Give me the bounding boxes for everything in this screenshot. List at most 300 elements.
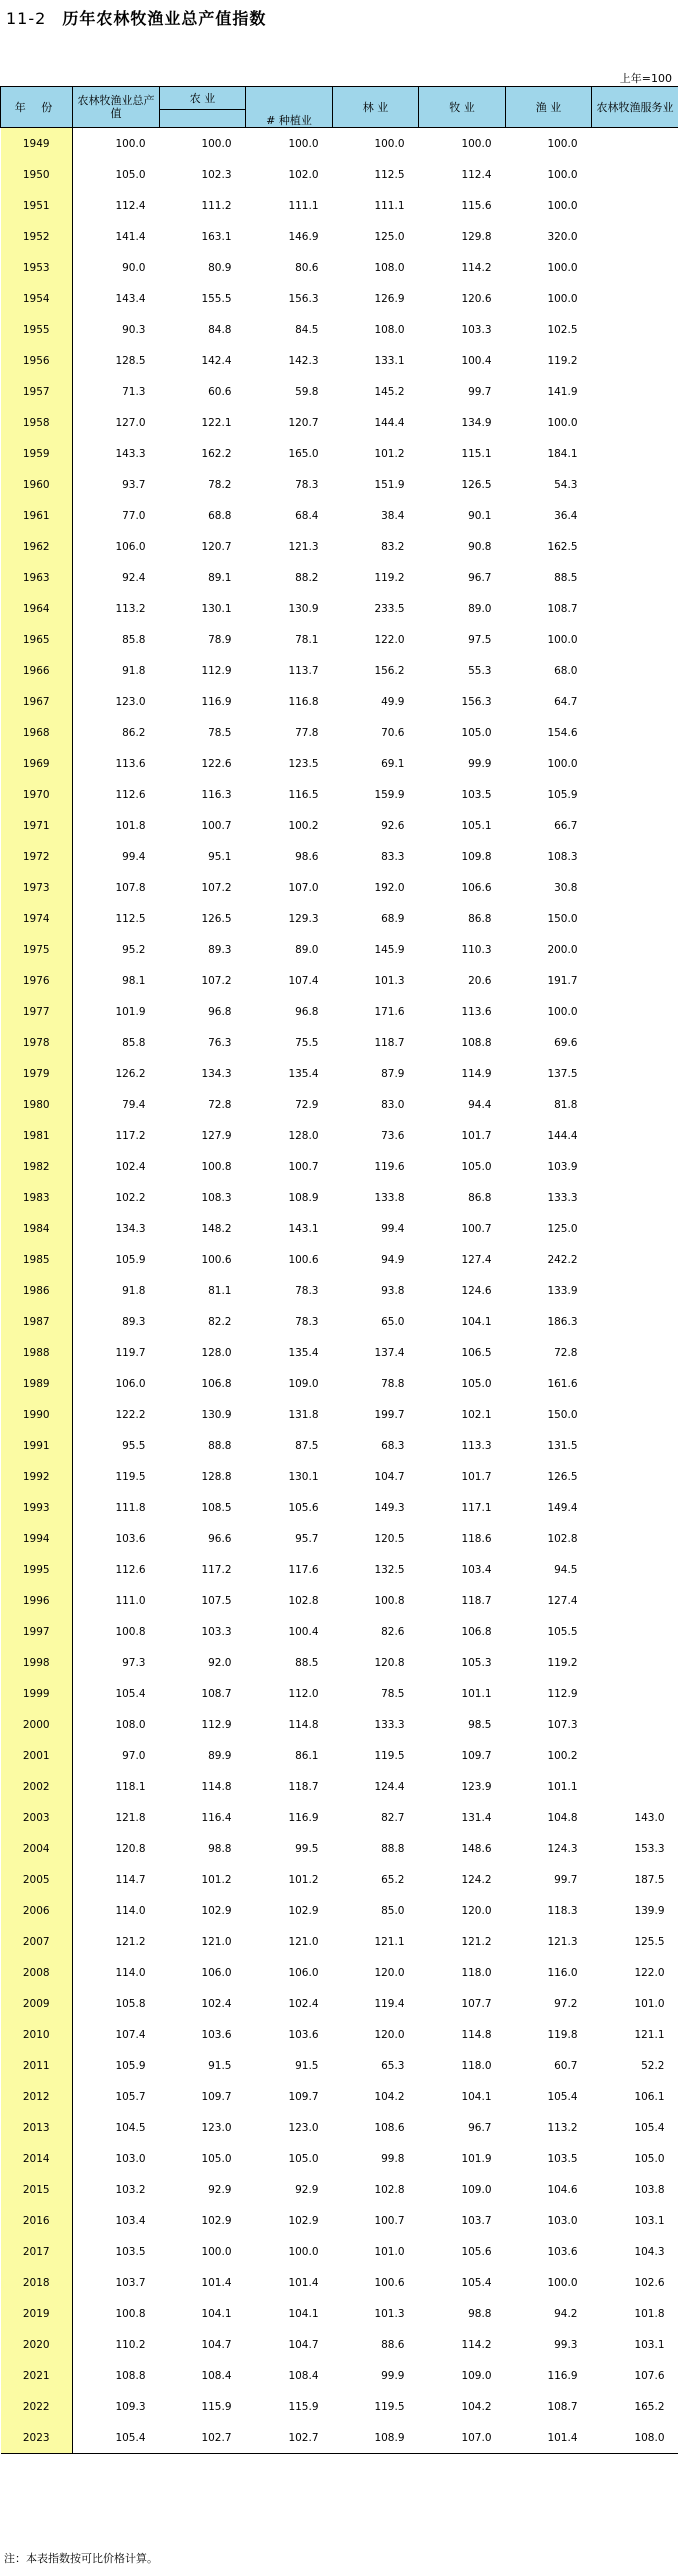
total-cell: 121.8 [115,1811,146,1824]
total-cell: 106.0 [115,540,146,553]
agriculture-cell: 123.0 [201,2121,232,2134]
crop-cell: 98.6 [295,850,319,863]
crop-cell: 78.1 [295,633,319,646]
forestry-cell: 144.4 [374,416,405,429]
agriculture-cell: 122.1 [201,416,232,429]
year-cell: 1982 [1,1151,73,1182]
table-row [1,562,678,593]
agriculture-cell: 130.1 [201,602,232,615]
total-cell: 86.2 [122,726,146,739]
total-cell: 85.8 [122,633,146,646]
crop-cell: 72.9 [295,1098,319,1111]
total-cell: 100.8 [115,2307,146,2320]
forestry-cell: 68.3 [381,1439,405,1452]
table-row [1,1740,678,1771]
services-cell [592,221,678,252]
agriculture-cell: 92.0 [208,1656,232,1669]
animal-cell: 113.3 [461,1439,492,1452]
services-cell [592,1399,678,1430]
total-cell: 105.9 [115,1253,146,1266]
animal-cell: 109.7 [461,1749,492,1762]
fishery-cell: 99.7 [554,1873,578,1886]
total-cell: 85.8 [122,1036,146,1049]
year-cell: 1966 [1,655,73,686]
animal-cell: 156.3 [461,695,492,708]
crop-cell: 102.4 [288,1997,319,2010]
total-cell: 113.2 [115,602,146,615]
fishery-cell: 103.5 [547,2152,578,2165]
services-cell [592,562,678,593]
agriculture-cell: 78.2 [208,478,232,491]
table-row [1,469,678,500]
crop-cell: 146.9 [288,230,319,243]
agriculture-cell: 116.4 [201,1811,232,1824]
header-total: 农林牧渔业总产值 [73,87,160,128]
agriculture-cell: 107.2 [201,974,232,987]
year-cell: 1976 [1,965,73,996]
fishery-cell: 102.5 [547,323,578,336]
total-cell: 71.3 [122,385,146,398]
crop-cell: 135.4 [288,1346,319,1359]
table-row [1,2422,678,2454]
total-cell: 92.4 [122,571,146,584]
services-cell [592,1368,678,1399]
agriculture-cell: 126.5 [201,912,232,925]
crop-cell: 101.2 [288,1873,319,1886]
total-cell: 112.6 [115,788,146,801]
forestry-cell: 119.6 [374,1160,405,1173]
total-cell: 111.0 [115,1594,146,1607]
animal-cell: 106.5 [461,1346,492,1359]
crop-cell: 156.3 [288,292,319,305]
table-row [1,1864,678,1895]
services-cell [592,314,678,345]
year-cell: 1984 [1,1213,73,1244]
table-row [1,2205,678,2236]
animal-cell: 118.6 [461,1532,492,1545]
services-cell: 187.5 [634,1873,665,1886]
animal-cell: 100.0 [461,137,492,150]
animal-cell: 101.1 [461,1687,492,1700]
year-cell: 1965 [1,624,73,655]
forestry-cell: 120.5 [374,1532,405,1545]
total-cell: 112.4 [115,199,146,212]
crop-cell: 118.7 [288,1780,319,1793]
fishery-cell: 119.2 [547,1656,578,1669]
fishery-cell: 108.7 [547,2400,578,2413]
agriculture-cell: 72.8 [208,1098,232,1111]
animal-cell: 117.1 [461,1501,492,1514]
year-cell: 1991 [1,1430,73,1461]
forestry-cell: 199.7 [374,1408,405,1421]
table-row [1,841,678,872]
animal-cell: 98.8 [468,2307,492,2320]
services-cell [592,1089,678,1120]
year-cell: 2019 [1,2298,73,2329]
table-row [1,2298,678,2329]
forestry-cell: 88.6 [381,2338,405,2351]
total-cell: 97.0 [122,1749,146,1762]
animal-cell: 129.8 [461,230,492,243]
table-row [1,965,678,996]
table-row [1,593,678,624]
agriculture-cell: 114.8 [201,1780,232,1793]
agriculture-cell: 117.2 [201,1563,232,1576]
year-cell: 1960 [1,469,73,500]
fishery-cell: 119.2 [547,354,578,367]
year-cell: 1953 [1,252,73,283]
services-cell: 108.0 [592,2422,678,2454]
animal-cell: 110.3 [461,943,492,956]
year-cell: 2009 [1,1988,73,2019]
table-row [1,438,678,469]
animal-cell: 101.7 [461,1470,492,1483]
total-cell: 141.4 [115,230,146,243]
agriculture-cell: 134.3 [201,1067,232,1080]
animal-cell: 113.6 [461,1005,492,1018]
year-cell: 2006 [1,1895,73,1926]
fishery-cell: 30.8 [554,881,578,894]
total-cell: 93.7 [122,478,146,491]
crop-cell: 100.6 [288,1253,319,1266]
table-row [1,2267,678,2298]
agriculture-cell: 95.1 [208,850,232,863]
table-row [1,500,678,531]
services-cell [592,1120,678,1151]
forestry-cell: 83.2 [381,540,405,553]
header-animal: 牧 业 [419,87,506,128]
year-cell: 2015 [1,2174,73,2205]
animal-cell: 109.8 [461,850,492,863]
animal-cell: 90.8 [468,540,492,553]
table-row [1,1027,678,1058]
animal-cell: 105.3 [461,1656,492,1669]
services-cell [592,438,678,469]
services-cell [592,872,678,903]
animal-cell: 108.8 [461,1036,492,1049]
fishery-cell: 161.6 [547,1377,578,1390]
agriculture-cell: 96.6 [208,1532,232,1545]
crop-cell: 109.7 [288,2090,319,2103]
animal-cell: 109.0 [461,2183,492,2196]
agriculture-cell: 84.8 [208,323,232,336]
table-row [1,1275,678,1306]
forestry-cell: 78.5 [381,1687,405,1700]
services-cell [592,1492,678,1523]
fishery-cell: 69.6 [554,1036,578,1049]
agriculture-cell: 68.8 [208,509,232,522]
year-cell: 1962 [1,531,73,562]
services-cell [592,748,678,779]
services-cell: 105.4 [634,2121,665,2134]
fishery-cell: 66.7 [554,819,578,832]
forestry-cell: 82.6 [381,1625,405,1638]
animal-cell: 107.7 [461,1997,492,2010]
services-cell [592,1182,678,1213]
fishery-cell: 100.0 [547,137,578,150]
crop-cell: 88.2 [295,571,319,584]
year-cell: 1970 [1,779,73,810]
fishery-cell: 102.8 [547,1532,578,1545]
services-cell: 102.6 [634,2276,665,2289]
year-cell: 1988 [1,1337,73,1368]
total-cell: 123.0 [115,695,146,708]
services-cell [592,810,678,841]
services-cell [592,1554,678,1585]
services-cell [592,1058,678,1089]
crop-cell: 100.4 [288,1625,319,1638]
services-cell [592,531,678,562]
year-cell: 2020 [1,2329,73,2360]
fishery-cell: 144.4 [547,1129,578,1142]
animal-cell: 106.8 [461,1625,492,1638]
agriculture-cell: 100.7 [201,819,232,832]
fishery-cell: 36.4 [554,509,578,522]
agriculture-cell: 81.1 [208,1284,232,1297]
header-forestry: 林 业 [333,87,419,128]
year-cell: 2013 [1,2112,73,2143]
services-cell: 165.2 [634,2400,665,2413]
crop-cell: 100.0 [288,2245,319,2258]
crop-cell: 109.0 [288,1377,319,1390]
total-cell: 101.9 [115,1005,146,1018]
table-row [1,128,678,160]
forestry-cell: 68.9 [381,912,405,925]
animal-cell: 104.1 [461,2090,492,2103]
forestry-cell: 120.0 [374,1966,405,1979]
forestry-cell: 69.1 [381,757,405,770]
year-cell: 1979 [1,1058,73,1089]
crop-cell: 101.4 [288,2276,319,2289]
animal-cell: 121.2 [461,1935,492,1948]
animal-cell: 115.6 [461,199,492,212]
services-cell [592,1771,678,1802]
fishery-cell: 100.0 [547,199,578,212]
forestry-cell: 65.2 [381,1873,405,1886]
services-cell [592,1306,678,1337]
services-cell: 107.6 [634,2369,665,2382]
forestry-cell: 125.0 [374,230,405,243]
fishery-cell: 118.3 [547,1904,578,1917]
crop-cell: 116.5 [288,788,319,801]
crop-cell: 105.6 [288,1501,319,1514]
animal-cell: 101.7 [461,1129,492,1142]
services-cell [592,500,678,531]
agriculture-cell: 127.9 [201,1129,232,1142]
agriculture-cell: 89.3 [208,943,232,956]
animal-cell: 105.1 [461,819,492,832]
total-cell: 112.6 [115,1563,146,1576]
forestry-cell: 49.9 [381,695,405,708]
table-row [1,1461,678,1492]
forestry-cell: 100.6 [374,2276,405,2289]
crop-cell: 135.4 [288,1067,319,1080]
agriculture-cell: 112.9 [201,664,232,677]
table-row [1,1399,678,1430]
crop-cell: 121.3 [288,540,319,553]
agriculture-cell: 108.4 [201,2369,232,2382]
total-cell: 99.4 [122,850,146,863]
services-cell [592,1678,678,1709]
services-cell: 139.9 [634,1904,665,1917]
services-cell: 143.0 [634,1811,665,1824]
forestry-cell: 122.0 [374,633,405,646]
year-cell: 1961 [1,500,73,531]
crop-cell: 106.0 [288,1966,319,1979]
fishery-cell: 104.8 [547,1811,578,1824]
footnote: 注：本表指数按可比价格计算。 [4,2552,158,2565]
fishery-cell: 150.0 [547,1408,578,1421]
total-cell: 89.3 [122,1315,146,1328]
forestry-cell: 100.8 [374,1594,405,1607]
animal-cell: 105.0 [461,1377,492,1390]
animal-cell: 114.2 [461,2338,492,2351]
services-cell [592,1740,678,1771]
fishery-cell: 101.1 [547,1780,578,1793]
total-cell: 90.3 [122,323,146,336]
animal-cell: 106.6 [461,881,492,894]
agriculture-cell: 142.4 [201,354,232,367]
total-cell: 114.7 [115,1873,146,1886]
animal-cell: 97.5 [468,633,492,646]
crop-cell: 77.8 [295,726,319,739]
table-row [1,1647,678,1678]
unit-note: 上年=100 [619,72,672,85]
crop-cell: 142.3 [288,354,319,367]
agriculture-cell: 82.2 [208,1315,232,1328]
crop-cell: 78.3 [295,1284,319,1297]
year-cell: 1957 [1,376,73,407]
forestry-cell: 100.0 [374,137,405,150]
agriculture-cell: 115.9 [201,2400,232,2413]
total-cell: 105.7 [115,2090,146,2103]
forestry-cell: 171.6 [374,1005,405,1018]
services-cell [592,1213,678,1244]
forestry-cell: 112.5 [374,168,405,181]
crop-cell: 143.1 [288,1222,319,1235]
animal-cell: 124.6 [461,1284,492,1297]
fishery-cell: 125.0 [547,1222,578,1235]
table-row [1,407,678,438]
fishery-cell: 103.0 [547,2214,578,2227]
animal-cell: 89.0 [468,602,492,615]
year-cell: 1973 [1,872,73,903]
animal-cell: 105.4 [461,2276,492,2289]
crop-cell: 128.0 [288,1129,319,1142]
year-cell: 1978 [1,1027,73,1058]
crop-cell: 78.3 [295,478,319,491]
forestry-cell: 121.1 [374,1935,405,1948]
animal-cell: 105.6 [461,2245,492,2258]
agriculture-cell: 121.0 [201,1935,232,1948]
crop-cell: 117.6 [288,1563,319,1576]
forestry-cell: 99.4 [381,1222,405,1235]
fishery-cell: 100.0 [547,1005,578,1018]
year-cell: 1997 [1,1616,73,1647]
services-cell [592,1430,678,1461]
fishery-cell: 150.0 [547,912,578,925]
fishery-cell: 131.5 [547,1439,578,1452]
agriculture-cell: 89.9 [208,1749,232,1762]
total-cell: 103.5 [115,2245,146,2258]
animal-cell: 104.2 [461,2400,492,2413]
table-row [1,1678,678,1709]
services-cell [592,593,678,624]
agriculture-cell: 96.8 [208,1005,232,1018]
fishery-cell: 88.5 [554,571,578,584]
table-row [1,2360,678,2391]
total-cell: 117.2 [115,1129,146,1142]
fishery-cell: 105.5 [547,1625,578,1638]
animal-cell: 96.7 [468,571,492,584]
total-cell: 128.5 [115,354,146,367]
services-cell [592,965,678,996]
crop-cell: 120.7 [288,416,319,429]
crop-cell: 104.1 [288,2307,319,2320]
year-cell: 1990 [1,1399,73,1430]
agriculture-cell: 100.8 [201,1160,232,1173]
table-number: 11-2 [6,9,47,28]
crop-cell: 99.5 [295,1842,319,1855]
agriculture-cell: 111.2 [201,199,232,212]
services-cell [592,779,678,810]
forestry-cell: 99.9 [381,2369,405,2382]
table-row [1,2391,678,2422]
crop-cell: 103.6 [288,2028,319,2041]
total-cell: 105.4 [115,1687,146,1700]
total-cell: 98.1 [122,974,146,987]
fishery-cell: 112.9 [547,1687,578,1700]
fishery-cell: 133.9 [547,1284,578,1297]
fishery-cell: 100.0 [547,633,578,646]
fishery-cell: 105.9 [547,788,578,801]
table-row [1,1895,678,1926]
fishery-cell: 100.0 [547,2276,578,2289]
year-cell: 1954 [1,283,73,314]
total-cell: 105.8 [115,1997,146,2010]
fishery-cell: 119.8 [547,2028,578,2041]
table-row [1,1709,678,1740]
year-cell: 2017 [1,2236,73,2267]
total-cell: 90.0 [122,261,146,274]
forestry-cell: 85.0 [381,1904,405,1917]
total-cell: 108.8 [115,2369,146,2382]
services-cell [592,841,678,872]
animal-cell: 103.7 [461,2214,492,2227]
services-cell [592,1337,678,1368]
total-cell: 102.2 [115,1191,146,1204]
forestry-cell: 101.2 [374,447,405,460]
animal-cell: 131.4 [461,1811,492,1824]
year-cell: 1980 [1,1089,73,1120]
agriculture-cell: 88.8 [208,1439,232,1452]
year-cell: 1999 [1,1678,73,1709]
year-cell: 1995 [1,1554,73,1585]
forestry-cell: 192.0 [374,881,405,894]
services-cell [592,1647,678,1678]
table-row [1,1244,678,1275]
forestry-cell: 159.9 [374,788,405,801]
total-cell: 101.8 [115,819,146,832]
services-cell: 104.3 [634,2245,665,2258]
fishery-cell: 103.9 [547,1160,578,1173]
crop-cell: 91.5 [295,2059,319,2072]
table-row [1,1833,678,1864]
year-cell: 2001 [1,1740,73,1771]
table-row [1,1306,678,1337]
services-cell [592,283,678,314]
agriculture-cell: 103.6 [201,2028,232,2041]
